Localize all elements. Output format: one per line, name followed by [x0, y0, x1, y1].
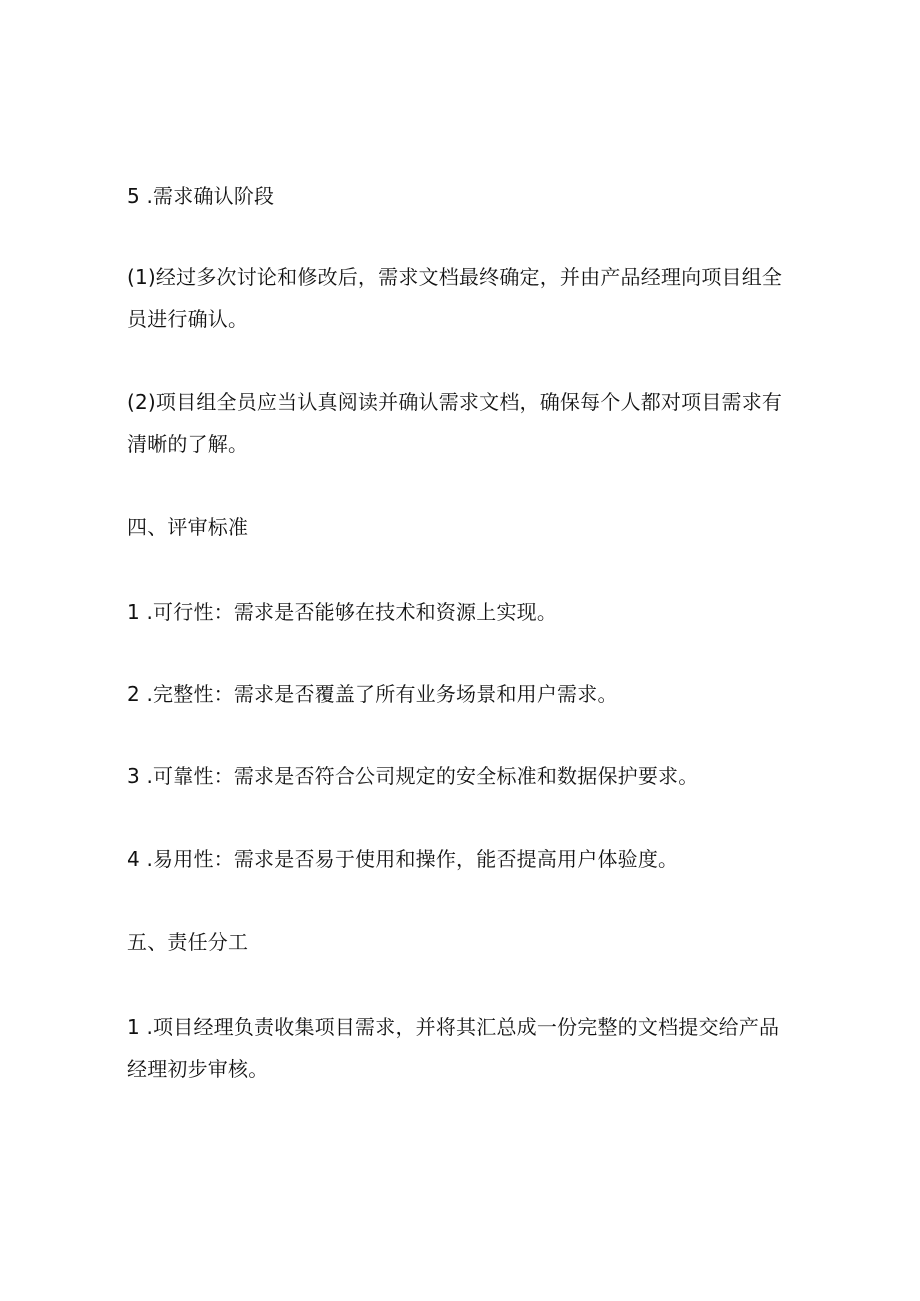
- paragraph-line: 员进行确认。: [127, 307, 249, 331]
- section-heading-review-criteria: 四、评审标准: [127, 515, 249, 539]
- criteria-item: 4 .易用性：需求是否易于使用和操作，能否提高用户体验度。: [127, 847, 679, 871]
- section-heading-requirement-confirmation: 5 .需求确认阶段: [127, 184, 275, 208]
- paragraph-line: (2)项目组全员应当认真阅读并确认需求文档，确保每个人都对项目需求有: [127, 390, 783, 414]
- paragraph-line: (1)经过多次讨论和修改后，需求文档最终确定，并由产品经理向项目组全: [127, 265, 783, 289]
- paragraph-line: 1 .项目经理负责收集项目需求，并将其汇总成一份完整的文档提交给产品: [127, 1015, 780, 1039]
- criteria-item: 1 .可行性：需求是否能够在技术和资源上实现。: [127, 600, 558, 624]
- criteria-item: 2 .完整性：需求是否覆盖了所有业务场景和用户需求。: [127, 682, 618, 706]
- section-heading-responsibilities: 五、责任分工: [127, 930, 249, 954]
- paragraph-line: 清晰的了解。: [127, 432, 249, 456]
- paragraph-line: 经理初步审核。: [127, 1057, 269, 1081]
- criteria-item: 3 .可靠性：需求是否符合公司规定的安全标准和数据保护要求。: [127, 764, 699, 788]
